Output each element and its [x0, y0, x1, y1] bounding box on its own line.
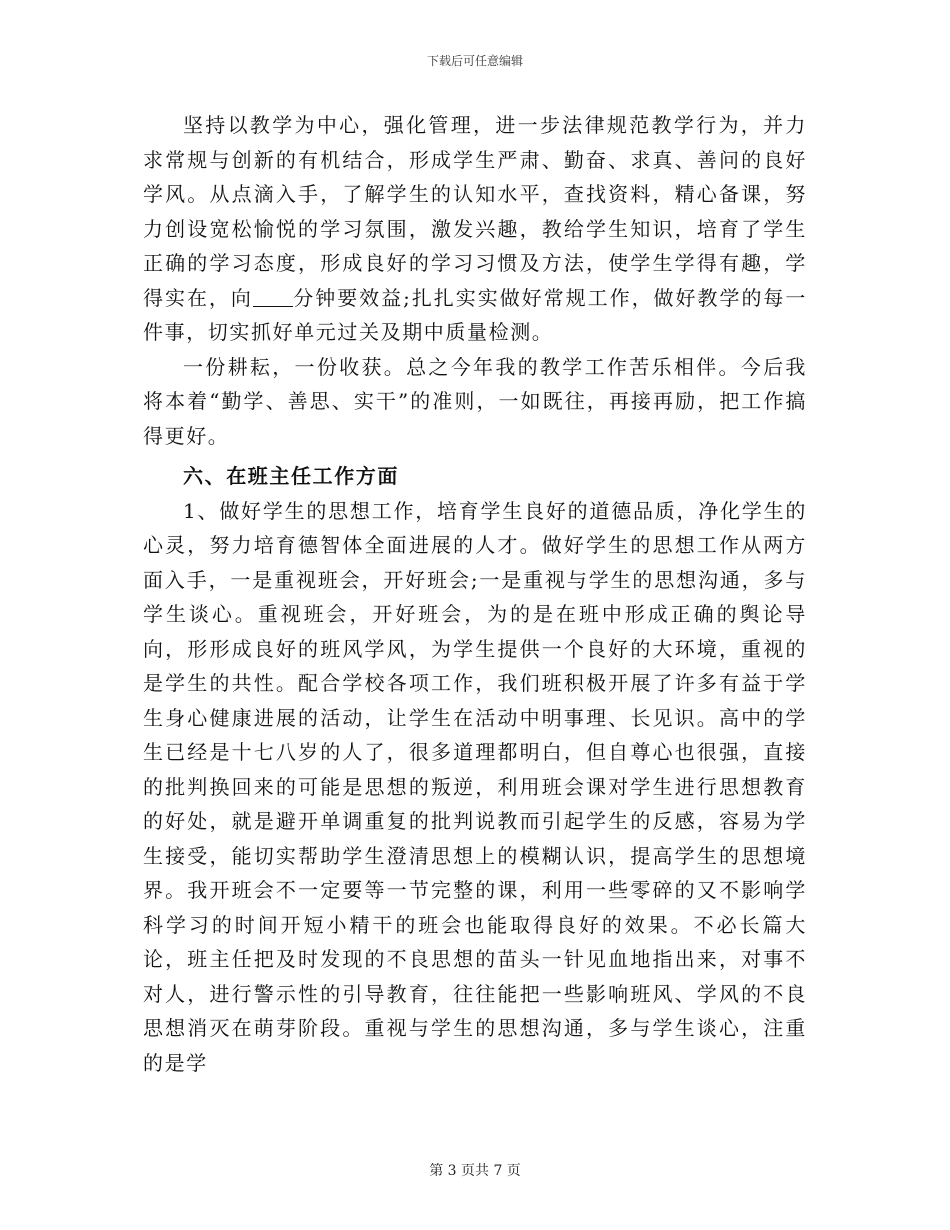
section-heading: 六、在班主任工作方面 — [183, 464, 399, 488]
document-body — [143, 108, 807, 1080]
paragraph-teaching-management — [143, 108, 807, 350]
fill-in-blank — [253, 288, 293, 307]
page-header: 下载后可任意编辑 — [426, 54, 523, 68]
paragraph-summary: 一份耕耘，一份收获。总之今年我的教学工作苦乐相伴。今后我将本着“勤学、善思、实干”的准则，一如既往，再接再励，把工作搞得更好。 — [143, 354, 807, 448]
paragraph-text: 分钟要效益;扎扎实实做好常规工作，做好教学的每一件事，切实抓好单元过关及期中质量检测。 — [143, 285, 807, 344]
paragraph-text: 坚持以教学为中心，强化管理，进一步法律规范教学行为，并力求常规与创新的有机结合，形成学生严肃、勤奋、求真、善问的良好学风。从点滴入手，了解学生的认知水平，查找资料，精心备课，努力创设宽松愉悦的学习氛围，激发兴趣，教给学生知识，培育了学生正确的学习态度，形成良好的学习习惯及方法，使学生学得有趣，学得实在，向 — [143, 113, 807, 310]
page-footer: 第 3 页共 7 页 — [429, 1163, 521, 1179]
paragraph-class-teacher-work: 1、做好学生的思想工作，培育学生良好的道德品质，净化学生的心灵，努力培育德智体全面进展的人才。做好学生的思想工作从两方面入手，一是重视班会，开好班会;一是重视与学生的思想沟通，多与学生谈心。重视班会，开好班会，为的是在班中形成正确的舆论导向，形形成良好的班风学风，为学生提供一个良好的大环境，重视的是学生的共性。配合学校各项工作，我们班积极开展了许多有益于学生身心健康进展的活动，让学生在活动中明事理、长见识。高中的学生已经是十七八岁的人了，很多道理都明白，但自尊心也很强，直接的批判换回来的可能是思想的叛逆，利用班会课对学生进行思想教育的好处，就是避开单调重复的批判说教而引起学生的反感，容易为学生接受，能切实帮助学生澄清思想上的模糊认识，提高学生的思想境界。我开班会不一定要等一节完整的课，利用一些零碎的又不影响学科学习的时间开短小精干的班会也能取得良好的效果。不必长篇大论，班主任把及时发现的不良思想的苗头一针见血地指出来，对事不对人，进行警示性的引导教育，往往能把一些影响班风、学风的不良思想消灭在萌芽阶段。重视与学生的思想沟通，多与学生谈心，注重的是学 — [143, 498, 807, 1075]
